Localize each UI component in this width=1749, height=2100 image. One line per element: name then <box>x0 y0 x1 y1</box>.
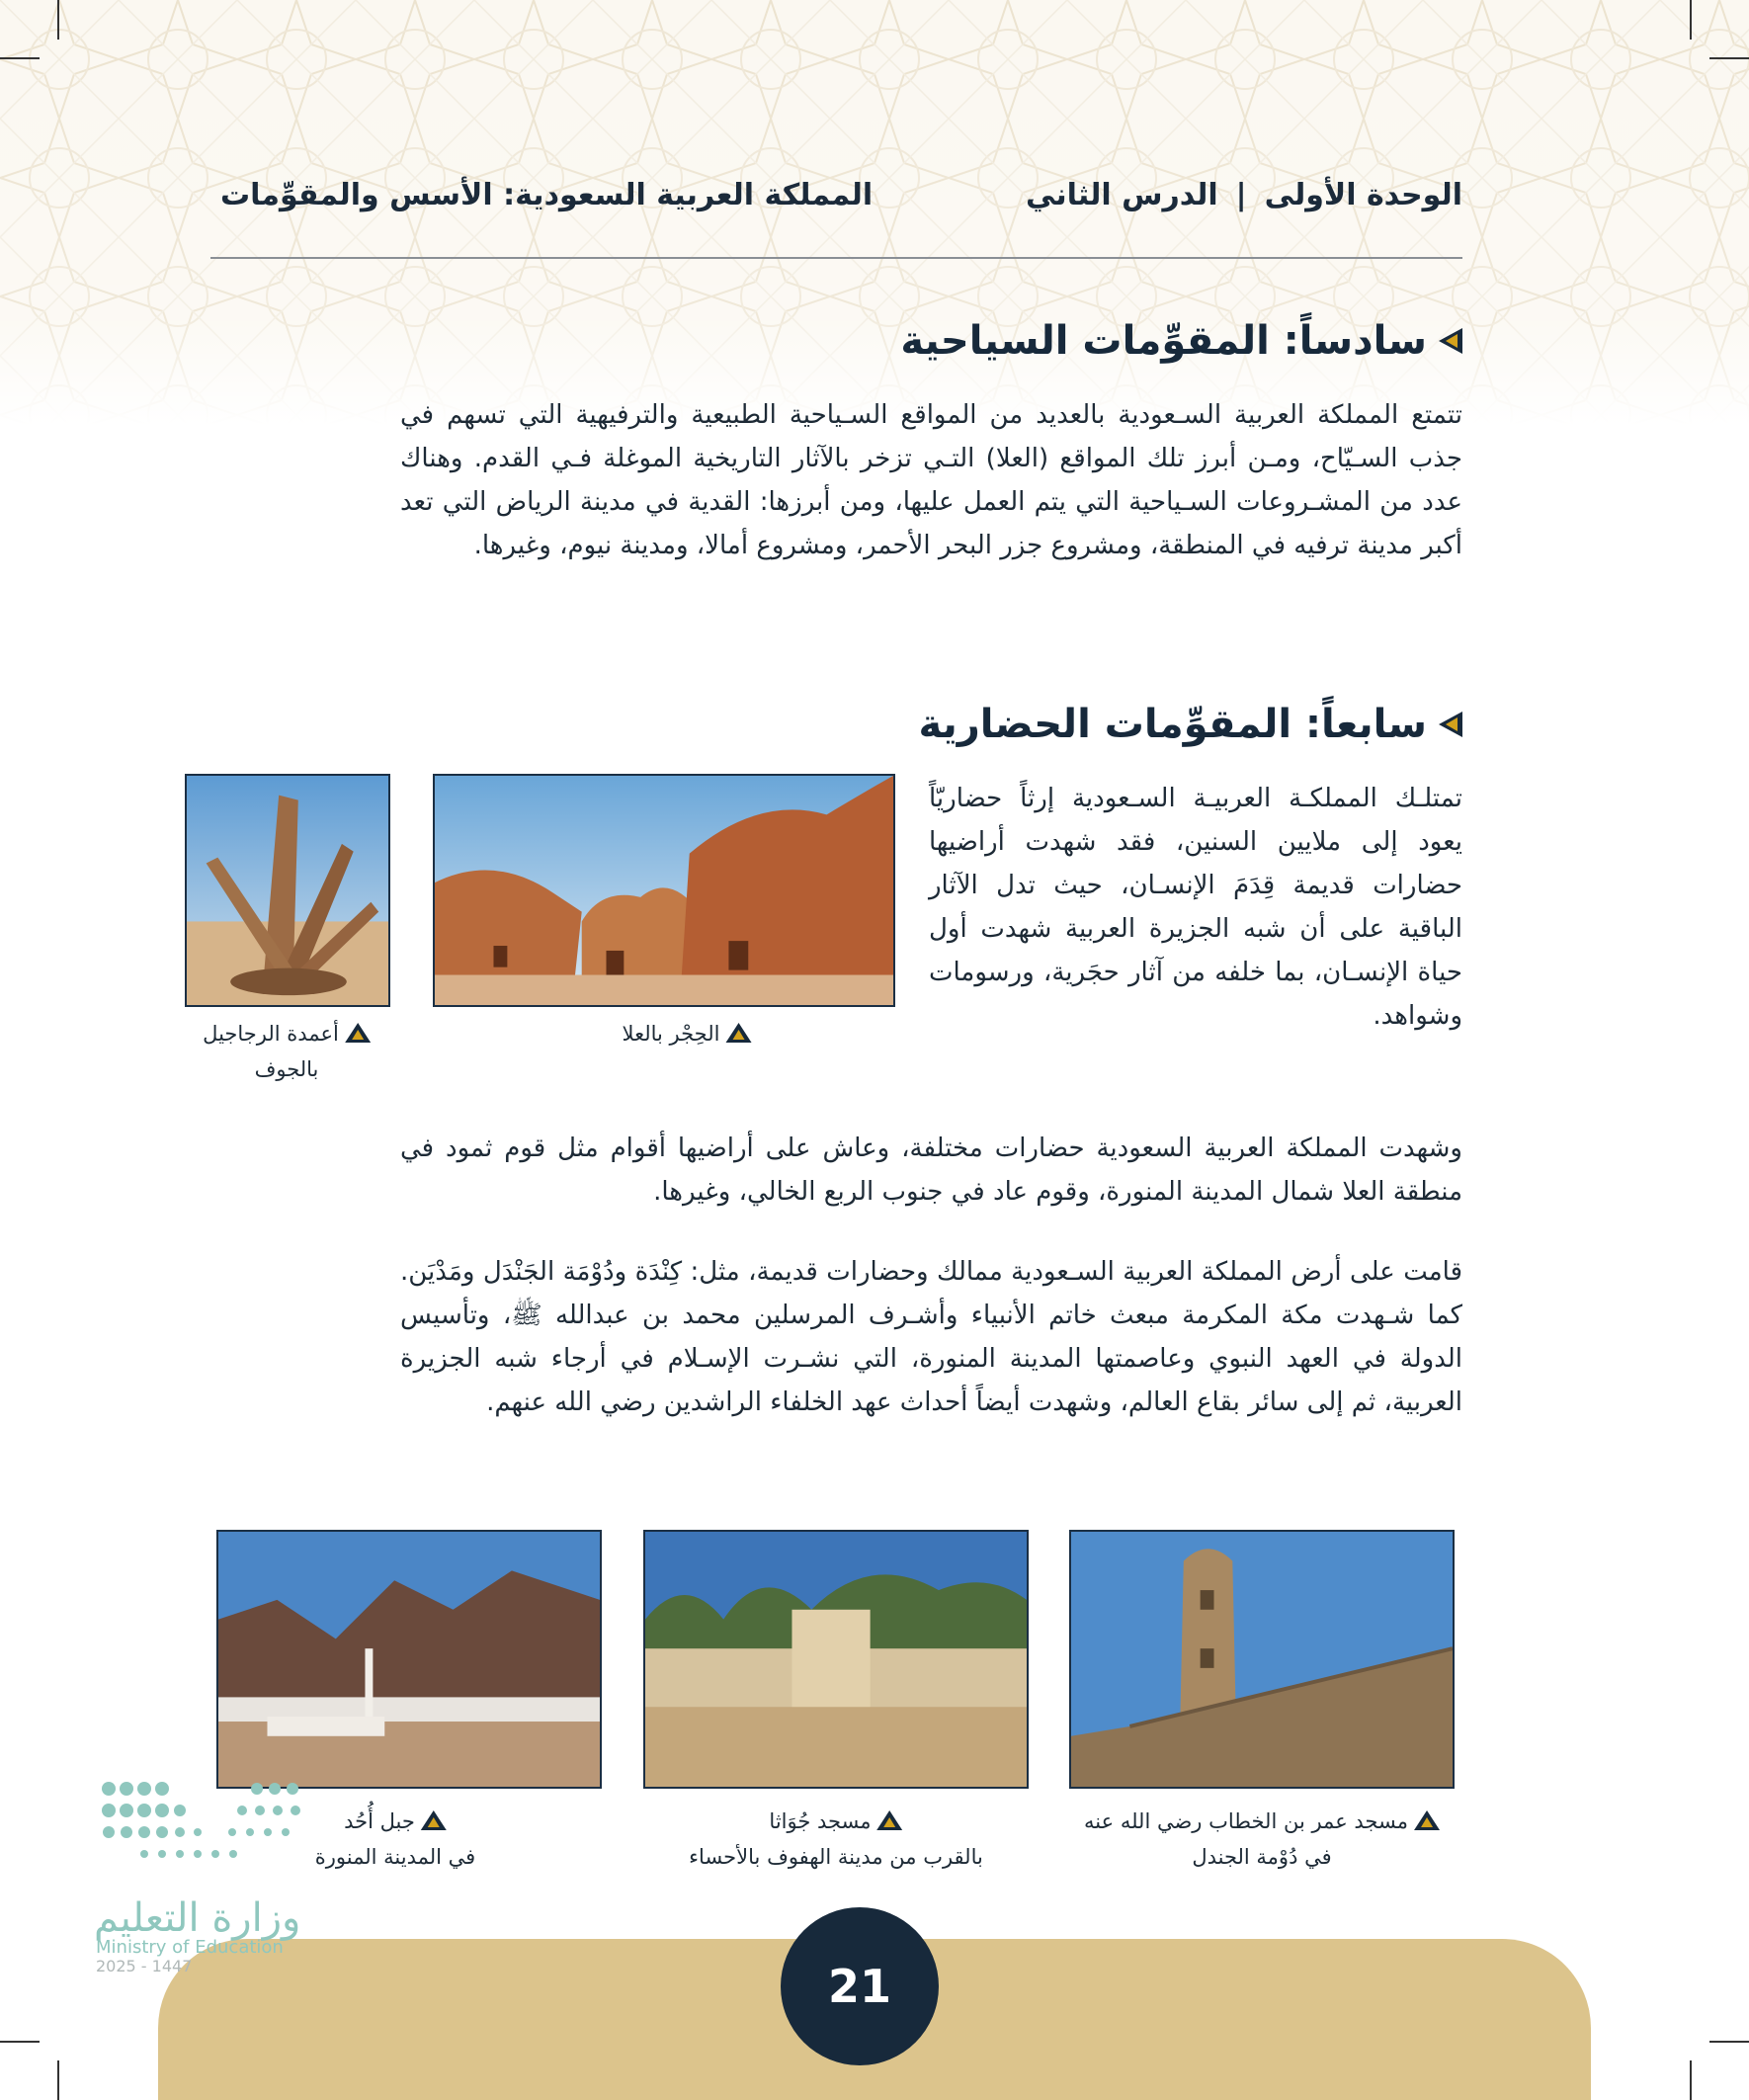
jawatha-mosque-photo <box>643 1530 1029 1789</box>
ministry-logo <box>94 1769 321 1975</box>
crop-mark <box>0 2041 40 2043</box>
uhud-caption: جبل أُحُد في المدينة المنورة <box>314 1809 476 1869</box>
section-triangle-icon <box>1439 328 1462 354</box>
header-unit: الوحدة الأولى <box>1264 178 1462 212</box>
caption-triangle-icon <box>877 1810 903 1830</box>
ministry-name-en: Ministry of Education <box>96 1937 284 1958</box>
ministry-year: 2025 - 1447 <box>96 1957 193 1975</box>
caption-triangle-icon <box>1414 1810 1440 1830</box>
section7-paragraph-3: قامت على أرض المملكة العربية السـعودية ممالك وحضارات قديمة، مثل: كِنْدَة ودُوْمَة الجَنْدَل ومَدْيَن. كما شـهدت مكة المكرمة مبعث خاتم الأنبياء وأشـرف المرسلين محمد بن عبدالله ﷺ، وتأسيس الدولة في العهد النبوي وعاصمتها المدينة المنورة، التي نشـرت الإسـلام في أرجاء شبه الجزيرة العربية، ثم إلى سائر بقاع العالم، وشهدت أيضاً أحداث عهد الخلفاء الراشدين رضي الله عنهم. <box>400 1257 1462 1417</box>
jawatha-mosque-caption: مسجد جُوَاثا بالقرب من مدينة الهفوف بالأحساء <box>689 1809 983 1869</box>
caption-triangle-icon <box>421 1810 447 1830</box>
crop-mark <box>1709 57 1749 59</box>
rajajil-caption: أعمدة الرجاجيل بالجوف <box>203 1016 371 1087</box>
uhud-mountain-photo <box>216 1530 602 1789</box>
caption-triangle-icon <box>725 1023 751 1043</box>
section7-intro: تمتلـك المملكـة العربيـة السـعودية إرثاً حضاريّاً يعود إلى ملايين السنين، فقد شهدت أراضيها حضارات قديمة قِدَمَ الإنسـان، حيث تدل الآثار الباقية على أن شبه الجزيرة العربية شهدت أول حياة الإنسـان، بما خلفه من آثار حجَرية، ورسومات وشواهد. <box>929 784 1462 1031</box>
crop-mark <box>1690 2060 1692 2100</box>
section6-title <box>900 318 1462 364</box>
hegra-caption: الحِجْر بالعلا <box>623 1016 752 1051</box>
running-header <box>212 178 1462 227</box>
crop-mark <box>0 57 40 59</box>
header-divider <box>210 257 1462 259</box>
header-unit-lesson <box>1026 178 1462 212</box>
crop-mark <box>1709 2041 1749 2043</box>
caption-triangle-icon <box>345 1023 371 1043</box>
section6-title-text: سادساً: المقوِّمات السياحية <box>900 318 1427 364</box>
crop-mark <box>57 0 59 40</box>
section6-paragraph: تتمتع المملكة العربية السـعودية بالعديد من المواقع السـياحية الطبيعية والترفيهية التي تسهم في جذب السـيّاح، ومـن أبرز تلك المواقع (العلا) التـي تزخر بالآثار التاريخية الموغلة فـي القدم. وهناك عدد من المشـروعات السـياحية التي يتم العمل عليها، ومن أبرزها: القدية في مدينة الرياض التي تعد أكبر مدينة ترفيه في المنطقة، ومشروع جزر البحر الأحمر، ومشروع أمالا، ومدينة نيوم، وغيرها. <box>400 400 1462 560</box>
ministry-dots-logo <box>94 1769 321 1897</box>
header-separator: | <box>1235 178 1247 212</box>
section7-title <box>918 702 1462 747</box>
hegra-photo <box>433 774 895 1007</box>
page-number: 21 <box>781 1907 939 2065</box>
crop-mark <box>57 2060 59 2100</box>
section-triangle-icon <box>1439 712 1462 737</box>
ministry-name-ar: وزارة التعليم <box>94 1895 301 1941</box>
header-lesson: الدرس الثاني <box>1026 178 1218 212</box>
header-topic: المملكة العربية السعودية: الأسس والمقوِّمات <box>220 178 874 212</box>
section7-title-text: سابعاً: المقوِّمات الحضارية <box>918 702 1427 747</box>
omar-mosque-caption: مسجد عمر بن الخطاب رضي الله عنه في دُوْمة الجندل <box>1084 1804 1440 1875</box>
section7-paragraph-2: وشهدت المملكة العربية السعودية حضارات مختلفة، وعاش على أراضيها أقوام مثل قوم ثمود في منطقة العلا شمال المدينة المنورة، وقوم عاد في جنوب الربع الخالي، وغيرها. <box>400 1134 1462 1207</box>
omar-mosque-photo <box>1069 1530 1455 1789</box>
rajajil-photo <box>185 774 390 1007</box>
crop-mark <box>1690 0 1692 40</box>
